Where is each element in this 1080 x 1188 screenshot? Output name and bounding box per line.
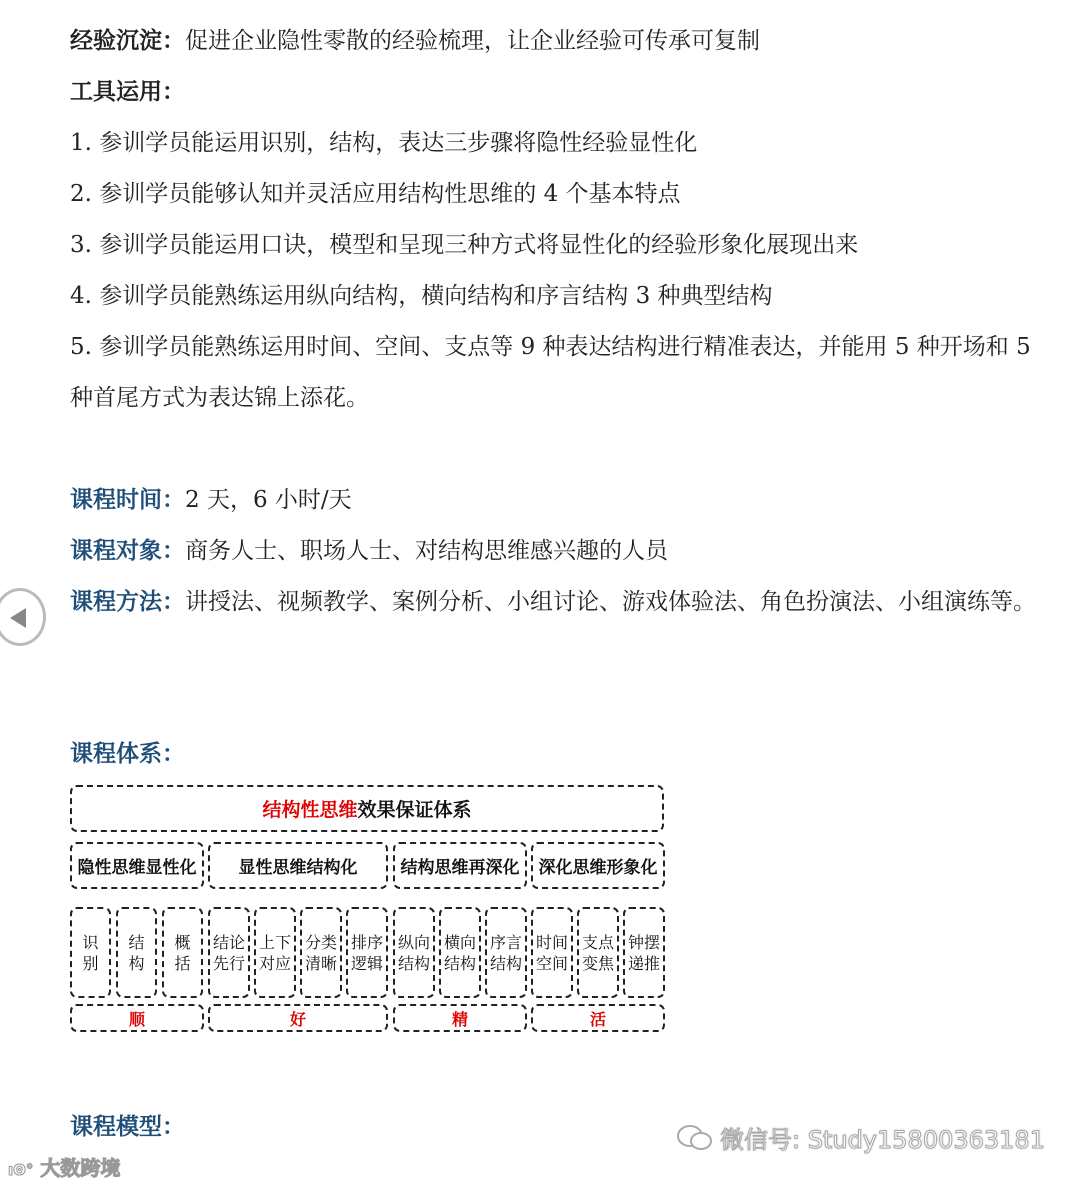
- tool-item-2: 2. 参训学员能够认知并灵活应用结构性思维的 4 个基本特点: [70, 181, 681, 207]
- course-system-label: 课程体系：: [70, 740, 185, 767]
- cell-1-line2: 别: [82, 953, 99, 973]
- wechat-icon: [676, 1124, 714, 1152]
- diagram-title-red: 结构性思维: [262, 799, 358, 821]
- watermark-right: [676, 1120, 1045, 1155]
- cell-13: [623, 907, 665, 998]
- cell-4-line1: 结论: [212, 932, 245, 952]
- cell-6-line1: 分类: [304, 932, 337, 952]
- back-button[interactable]: [0, 588, 46, 646]
- experience-line: [70, 26, 760, 56]
- cell-8-line1: 纵向: [397, 932, 430, 952]
- category-box-2: 显性思维结构化: [208, 842, 388, 889]
- category-box-3: 结构思维再深化: [393, 842, 527, 889]
- cell-11: [531, 907, 573, 998]
- course-method: [70, 576, 1045, 628]
- cell-5-line1: 上下: [258, 932, 291, 952]
- quality-box-4: 活: [531, 1004, 665, 1032]
- cell-2-line1: 结: [128, 932, 145, 952]
- tool-item-3: 3. 参训学员能运用口诀，模型和呈现三种方式将显性化的经验形象化展现出来: [70, 232, 859, 258]
- cell-4-line2: 先行: [212, 953, 245, 973]
- watermark-left-text: 大数跨境: [40, 1156, 121, 1180]
- ring-logo-icon: ıʘ°: [8, 1161, 34, 1179]
- cell-8: [393, 907, 435, 998]
- cell-5-line2: 对应: [258, 953, 291, 973]
- cell-10-line2: 结构: [489, 953, 522, 973]
- cell-9-line1: 横向: [443, 932, 476, 952]
- cell-1-line1: 识: [82, 932, 99, 952]
- diagram-title: [70, 785, 664, 832]
- category-box-4: 深化思维形象化: [531, 842, 665, 889]
- tool-item-5: 5. 参训学员能熟练运用时间、空间、支点等 9 种表达结构进行精准表达，并能用 5 种开场和 5 种首尾方式为表达锦上添花。: [70, 334, 1031, 411]
- course-method-label: 课程方法：: [70, 588, 185, 615]
- cell-9: [439, 907, 481, 998]
- cell-13-line2: 递推: [627, 953, 660, 973]
- cell-13-line1: 钟摆: [627, 932, 660, 952]
- quality-box-1: 顺: [70, 1004, 204, 1032]
- cell-7: [346, 907, 388, 998]
- experience-text: 促进企业隐性零散的经验梳理，让企业经验可传承可复制: [185, 28, 760, 54]
- watermark-left: [8, 1152, 120, 1181]
- tool-item-1: 1. 参训学员能运用识别，结构，表达三步骤将隐性经验显性化: [70, 130, 698, 156]
- cell-9-line2: 结构: [443, 953, 476, 973]
- quality-box-2: 好: [208, 1004, 388, 1032]
- cell-4: [208, 907, 250, 998]
- cell-2: [116, 907, 157, 998]
- course-time-value: 2 天，6 小时/天: [185, 487, 352, 513]
- cell-3-line2: 括: [174, 953, 191, 973]
- course-audience-label: 课程对象：: [70, 537, 185, 564]
- cell-1: [70, 907, 111, 998]
- course-audience: [70, 536, 668, 566]
- cell-12-line2: 变焦: [581, 953, 614, 973]
- cell-7-line2: 逻辑: [350, 953, 383, 973]
- cell-7-line1: 排序: [350, 932, 383, 952]
- course-model-label: 课程模型：: [70, 1113, 185, 1140]
- cell-3-line1: 概: [174, 932, 191, 952]
- diagram-title-black: 效果保证体系: [357, 799, 472, 821]
- cell-10-line1: 序言: [489, 932, 522, 952]
- cell-6-line2: 清晰: [304, 953, 337, 973]
- category-box-1: 隐性思维显性化: [70, 842, 204, 889]
- cell-10: [485, 907, 527, 998]
- tools-label: 工具运用：: [70, 78, 185, 105]
- course-time: [70, 485, 352, 515]
- cell-2-line2: 构: [128, 953, 145, 973]
- cell-8-line2: 结构: [397, 953, 430, 973]
- cell-11-line2: 空间: [535, 953, 568, 973]
- quality-box-3: 精: [393, 1004, 527, 1032]
- tool-item-4: 4. 参训学员能熟练运用纵向结构，横向结构和序言结构 3 种典型结构: [70, 283, 773, 309]
- cell-3: [162, 907, 203, 998]
- cell-11-line1: 时间: [535, 932, 568, 952]
- cell-12-line1: 支点: [581, 932, 614, 952]
- course-audience-value: 商务人士、职场人士、对结构思维感兴趣的人员: [185, 538, 668, 564]
- cell-6: [300, 907, 342, 998]
- course-method-value: 讲授法、视频教学、案例分析、小组讨论、游戏体验法、角色扮演法、小组演练等。: [185, 589, 1036, 615]
- cell-12: [577, 907, 619, 998]
- cell-5: [254, 907, 296, 998]
- experience-label: 经验沉淀：: [70, 27, 185, 54]
- watermark-right-text: 微信号: Study15800363181: [720, 1126, 1045, 1154]
- left-arrow-icon: [10, 608, 26, 628]
- course-time-label: 课程时间：: [70, 486, 185, 513]
